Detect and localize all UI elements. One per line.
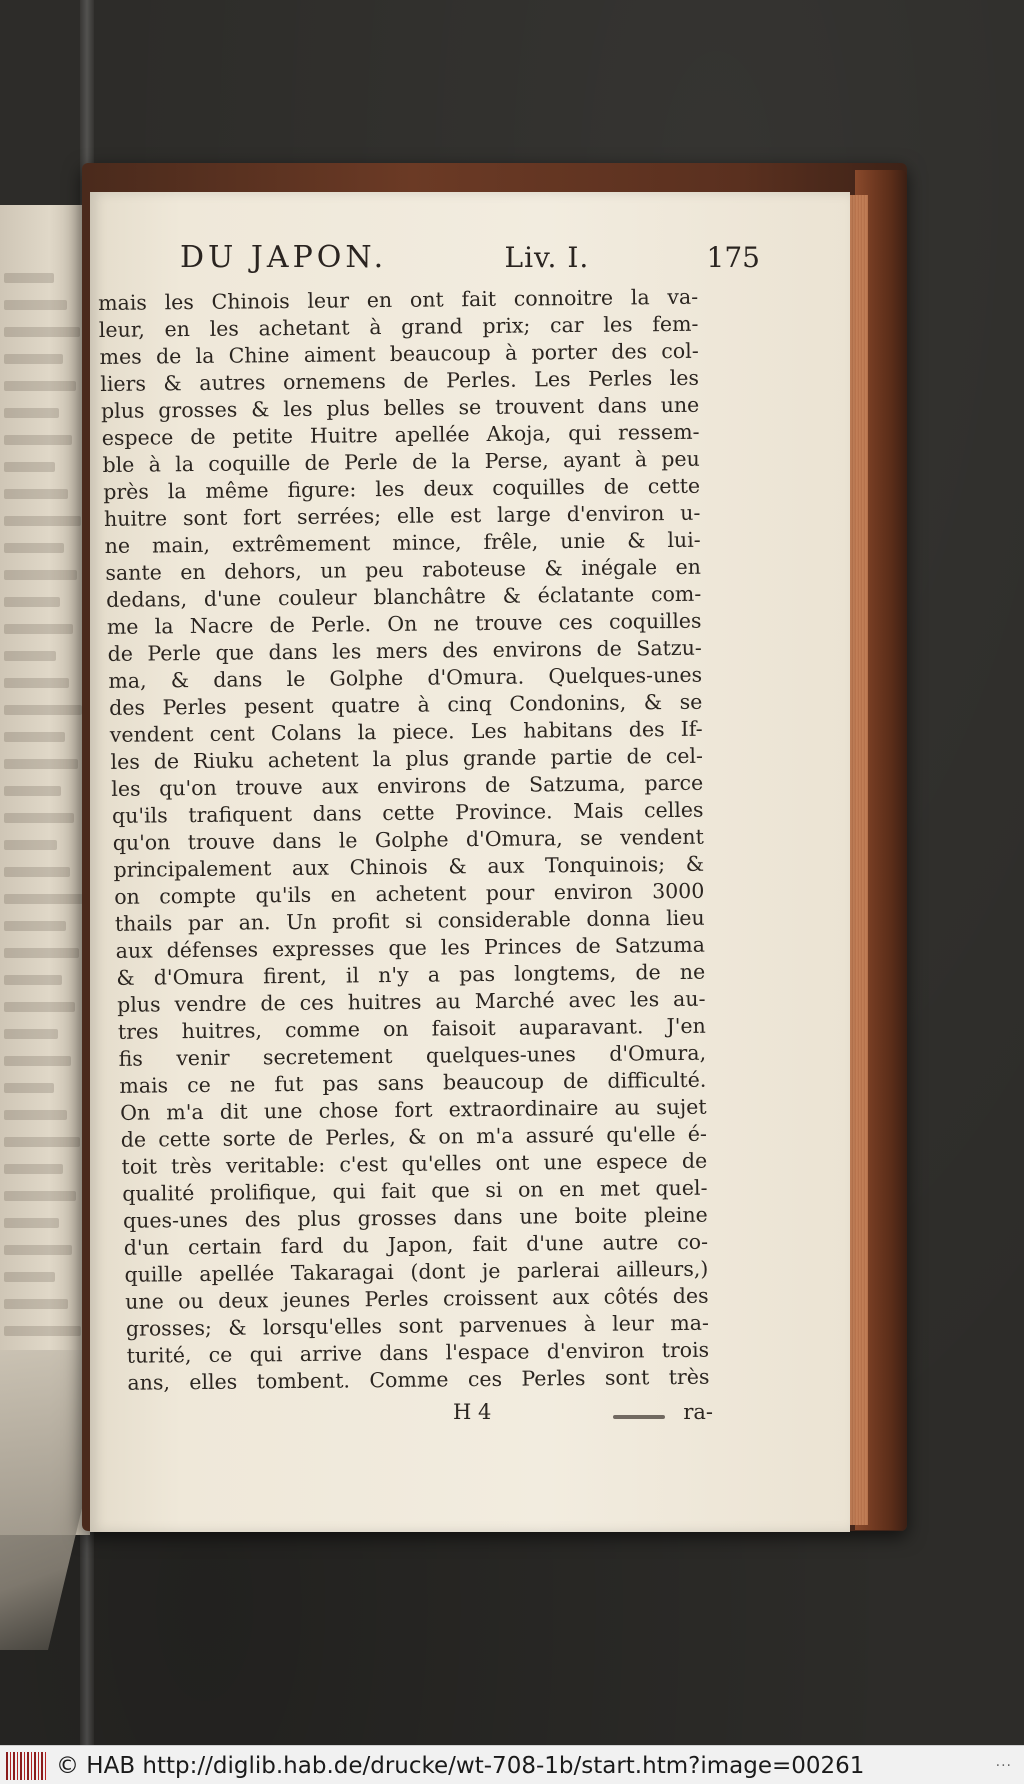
footer-bar	[0, 1745, 1024, 1784]
text-line: turité, ce qui arrive dans l'espace d'environ trois	[126, 1337, 710, 1368]
ghost-text-line	[4, 1083, 54, 1093]
ghost-text-line	[4, 1191, 76, 1201]
ghost-text-line	[4, 813, 74, 823]
ghost-text-line	[4, 867, 70, 877]
ghost-text-line	[4, 543, 64, 553]
text-line: d'un certain fard du Japon, fait d'une autre co-	[123, 1229, 709, 1260]
text-line: ans, elles tombent. Comme ces Perles sont très	[127, 1364, 710, 1395]
ghost-text-line	[4, 1029, 58, 1039]
ghost-text-line	[4, 975, 62, 985]
running-title: DU JAPON.	[180, 240, 388, 275]
catchword: ra-	[683, 1400, 713, 1424]
text-line: tres huitres, comme on faisoit auparavant. J'en	[117, 1013, 706, 1044]
ghost-text-line	[4, 327, 80, 337]
more-dots[interactable]: ...	[995, 1754, 1012, 1770]
text-line: une ou deux jeunes Perles croissent aux côtés des	[125, 1283, 709, 1314]
text-line: ques-unes des plus grosses dans une boite pleine	[122, 1202, 708, 1233]
text-line: dedans, d'une couleur blanchâtre & éclatante com-	[106, 581, 702, 612]
ghost-text-line	[4, 1002, 75, 1012]
text-line: leur, en les achetant à grand prix; car les fem-	[98, 311, 699, 342]
ghost-text-line	[4, 300, 67, 310]
ghost-text-line	[4, 1245, 72, 1255]
text-line: aux défenses expresses que les Princes de Satzuma	[115, 932, 706, 963]
text-line: les qu'on trouve aux environs de Satzuma, parce	[111, 770, 704, 801]
ghost-text-line	[4, 759, 78, 769]
text-line: de cette sorte de Perles, & on m'a assuré qu'elle é-	[120, 1121, 707, 1152]
text-line: mes de la Chine aiment beaucoup à porter des col-	[99, 338, 699, 369]
text-line: quille apellée Takaragai (dont je parlerai ailleurs,)	[124, 1256, 709, 1287]
ghost-text-line	[4, 840, 57, 850]
text-line: grosses; & lorsqu'elles sont parvenues à leur ma-	[125, 1310, 709, 1341]
ghost-text-line	[4, 1218, 59, 1228]
text-line: sante en dehors, un peu raboteuse & inégale en	[105, 554, 702, 585]
text-line: principalement aux Chinois & aux Tonquinois; &	[113, 851, 705, 882]
ghost-text-line	[4, 705, 82, 715]
ghost-text-line	[4, 597, 60, 607]
text-line: On m'a dit une chose fort extraordinaire au sujet	[119, 1094, 707, 1125]
text-line: plus grosses & les plus belles se trouvent dans une	[100, 392, 700, 423]
ghost-text-line	[4, 516, 81, 526]
ink-smudge	[613, 1415, 665, 1419]
text-line: ble à la coquille de Perle de la Perse, ayant à peu	[102, 446, 700, 477]
ghost-text-line	[4, 1299, 68, 1309]
running-head	[180, 240, 760, 275]
text-line: vendent cent Colans la piece. Les habitans des If-	[109, 716, 703, 747]
text-line: près la même figure: les deux coquilles de cette	[103, 473, 701, 504]
ghost-text-line	[4, 948, 79, 958]
ghost-text-line	[4, 381, 76, 391]
book-page	[90, 192, 850, 1532]
ghost-text-line	[4, 1110, 67, 1120]
text-line: qu'ils trafiquent dans cette Province. Mais celles	[111, 797, 704, 828]
ghost-text-line	[4, 570, 77, 580]
text-line: espece de petite Huitre apellée Akoja, qui ressem-	[101, 419, 700, 450]
ghost-text-line	[4, 1272, 55, 1282]
text-line: ma, & dans le Golphe d'Omura. Quelques-unes	[108, 662, 703, 693]
ghost-text-line	[4, 408, 59, 418]
ghost-text-line	[4, 1137, 80, 1147]
text-line: des Perles pesent quatre à cinq Condonins, & se	[109, 689, 703, 720]
text-line: de Perle que dans les mers des environs de Satzu-	[107, 635, 702, 666]
book-label: Liv. I.	[504, 241, 590, 274]
text-line: fis venir secretement quelques-unes d'Omura,	[118, 1040, 707, 1071]
ghost-text-line	[4, 921, 66, 931]
text-line: les de Riuku achetent la plus grande partie de cel-	[110, 743, 704, 774]
ghost-text-line	[4, 786, 61, 796]
text-line: ne main, extrêmement mince, frêle, unie & lui-	[104, 527, 701, 558]
text-line: plus vendre de ces huitres au Marché avec les au-	[117, 986, 706, 1017]
ghost-text-line	[4, 462, 55, 472]
text-line: mais les Chinois leur en ont fait connoitre la va-	[98, 284, 699, 315]
hab-barcode-logo-icon	[6, 1752, 46, 1780]
ghost-text-line	[4, 1164, 63, 1174]
text-line: toit très veritable: c'est qu'elles ont une espece de	[121, 1148, 708, 1179]
text-line: thails par an. Un profit si considerable donna lieu	[114, 905, 705, 936]
ghost-text-line	[4, 678, 69, 688]
text-line: liers & autres ornemens de Perles. Les Perles les	[100, 365, 700, 396]
text-line: huitre sont fort serrées; elle est large d'environ u-	[103, 500, 701, 531]
catchword-group	[613, 1400, 713, 1424]
ghost-text-line	[4, 894, 83, 904]
previous-page-edge	[0, 205, 90, 1535]
ghost-text-line	[4, 651, 56, 661]
ghost-text-line	[4, 273, 54, 283]
text-line: me la Nacre de Perle. On ne trouve ces coquilles	[106, 608, 702, 639]
ghost-text-line	[4, 1056, 71, 1066]
copyright-url[interactable]: © HAB http://diglib.hab.de/drucke/wt-708-1b/start.htm?image=00261	[56, 1752, 865, 1779]
text-line: mais ce ne fut pas sans beaucoup de difficulté.	[119, 1067, 707, 1098]
text-line: qualité prolifique, qui fait que si on en met quel-	[122, 1175, 708, 1206]
ghost-text-line	[4, 435, 72, 445]
page-footer	[198, 1400, 713, 1424]
ghost-text-line	[4, 489, 68, 499]
signature-mark: H 4	[453, 1400, 492, 1424]
body-text	[98, 284, 710, 1397]
text-line: qu'on trouve dans le Golphe d'Omura, se vendent	[112, 824, 704, 855]
text-line: on compte qu'ils en achetent pour environ 3000	[114, 878, 705, 909]
text-line: & d'Omura firent, il n'y a pas longtems, de ne	[116, 959, 706, 990]
page-number: 175	[706, 241, 760, 274]
ghost-text-line	[4, 732, 65, 742]
ghost-text-line	[4, 624, 73, 634]
ghost-text-line	[4, 354, 63, 364]
ghost-text-line	[4, 1326, 81, 1336]
